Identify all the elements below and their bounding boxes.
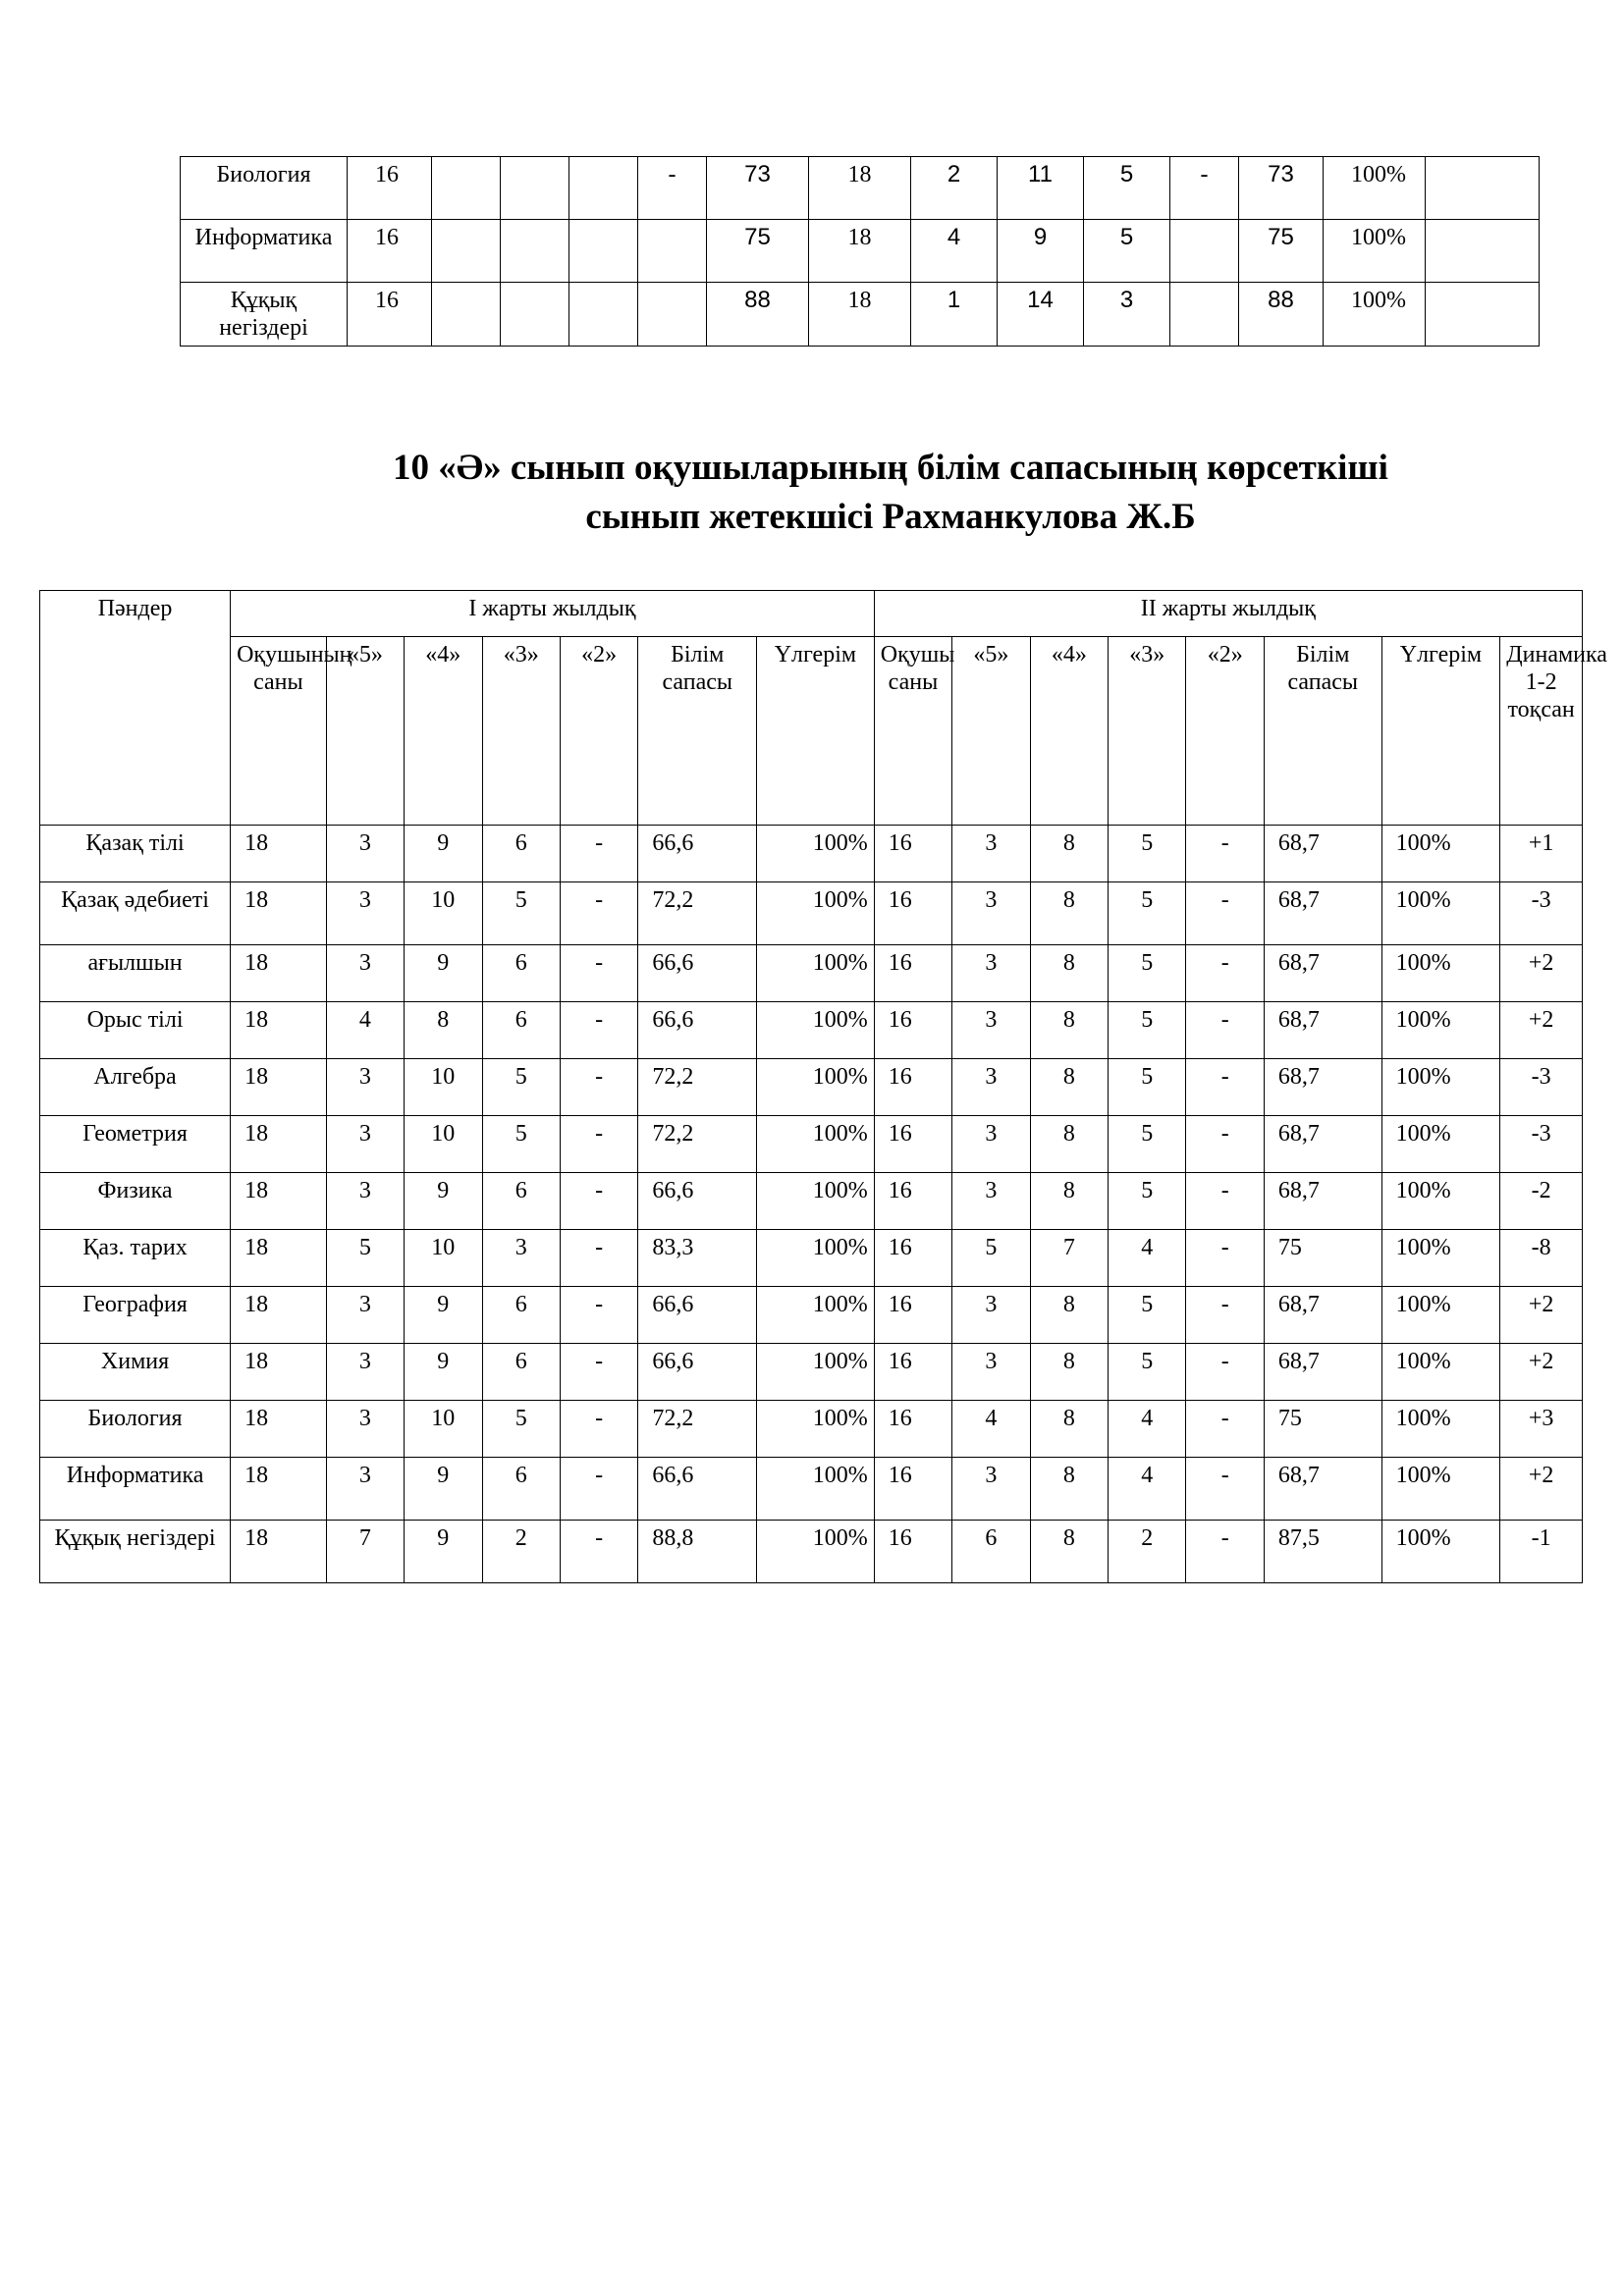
- top-count2-cell: 18: [809, 157, 911, 220]
- top-grade2-cell: [1170, 220, 1239, 283]
- report-title-line1: 10 «Ә» сынып оқушыларының білім сапасының көрсеткіші: [393, 448, 1388, 488]
- half1-value-cell: 66,6: [638, 1344, 757, 1401]
- half1-col-header: «5»: [326, 637, 404, 826]
- half2-value-cell: -: [1186, 882, 1264, 945]
- half2-value-cell: 5: [952, 1230, 1030, 1287]
- half1-value-cell: 66,6: [638, 826, 757, 882]
- subject-cell: Қаз. тарих: [40, 1230, 231, 1287]
- half1-value-cell: 100%: [757, 1116, 875, 1173]
- half2-value-cell: 16: [874, 1002, 951, 1059]
- half2-value-cell: 68,7: [1264, 1002, 1381, 1059]
- half2-value-cell: 8: [1030, 1116, 1108, 1173]
- half1-value-cell: 5: [326, 1230, 404, 1287]
- half1-value-cell: 10: [405, 1116, 482, 1173]
- half1-value-cell: 72,2: [638, 882, 757, 945]
- subject-row: [40, 1230, 1583, 1287]
- half2-value-cell: 8: [1030, 1401, 1108, 1458]
- top-table-row: [181, 157, 1540, 220]
- half2-value-cell: -: [1186, 1173, 1264, 1230]
- top-count-cell: 16: [348, 157, 432, 220]
- half1-value-cell: -: [560, 1458, 637, 1521]
- half2-value-cell: 8: [1030, 1344, 1108, 1401]
- half1-value-cell: 100%: [757, 1059, 875, 1116]
- half1-value-cell: 9: [405, 1458, 482, 1521]
- subject-cell: Информатика: [40, 1458, 231, 1521]
- half2-value-cell: 87,5: [1264, 1521, 1381, 1583]
- top-grade3-cell: 3: [1084, 283, 1170, 347]
- half1-value-cell: 5: [482, 1116, 560, 1173]
- half2-value-cell: 16: [874, 1521, 951, 1583]
- half2-value-cell: -: [1186, 1230, 1264, 1287]
- half1-value-cell: 100%: [757, 1458, 875, 1521]
- half1-value-cell: -: [560, 945, 637, 1002]
- top-quality2-cell: 75: [1239, 220, 1324, 283]
- subject-cell: Физика: [40, 1173, 231, 1230]
- half1-value-cell: 18: [231, 1458, 327, 1521]
- half1-value-cell: 100%: [757, 826, 875, 882]
- half2-value-cell: 5: [1109, 826, 1186, 882]
- top-grade2-cell: [1170, 283, 1239, 347]
- subject-cell: Қазақ тілі: [40, 826, 231, 882]
- top-subject-cell: Құқық негіздері: [181, 283, 348, 347]
- half1-value-cell: 100%: [757, 882, 875, 945]
- half1-value-cell: 6: [482, 1344, 560, 1401]
- half2-value-cell: 16: [874, 1287, 951, 1344]
- half2-value-cell: 4: [1109, 1230, 1186, 1287]
- top-dynamic-cell: [1426, 220, 1540, 283]
- half1-value-cell: 18: [231, 882, 327, 945]
- half1-value-cell: 72,2: [638, 1401, 757, 1458]
- half2-value-cell: -: [1186, 1458, 1264, 1521]
- top-progress-cell: 100%: [1324, 220, 1426, 283]
- half1-value-cell: 100%: [757, 1287, 875, 1344]
- half1-value-cell: -: [560, 1173, 637, 1230]
- half1-value-cell: 3: [326, 826, 404, 882]
- half2-col-header: «3»: [1109, 637, 1186, 826]
- half1-value-cell: -: [560, 1116, 637, 1173]
- half1-value-cell: 10: [405, 1401, 482, 1458]
- half1-value-cell: 3: [326, 1458, 404, 1521]
- top-progress-cell: 100%: [1324, 157, 1426, 220]
- half2-value-cell: 8: [1030, 945, 1108, 1002]
- half1-value-cell: 8: [405, 1002, 482, 1059]
- half1-value-cell: -: [560, 1230, 637, 1287]
- top-table-row: [181, 220, 1540, 283]
- top-grade2-cell: -: [1170, 157, 1239, 220]
- half1-value-cell: 6: [482, 826, 560, 882]
- top-quality2-cell: 88: [1239, 283, 1324, 347]
- half2-value-cell: -: [1186, 1521, 1264, 1583]
- half2-value-cell: -: [1186, 1287, 1264, 1344]
- subject-cell: Алгебра: [40, 1059, 231, 1116]
- half1-value-cell: 100%: [757, 1230, 875, 1287]
- subject-cell: Геометрия: [40, 1116, 231, 1173]
- half2-value-cell: 8: [1030, 882, 1108, 945]
- half2-value-cell: 100%: [1381, 1059, 1500, 1116]
- half2-value-cell: 68,7: [1264, 826, 1381, 882]
- top-empty-cell: [432, 157, 501, 220]
- half2-value-cell: 100%: [1381, 1002, 1500, 1059]
- top-empty-cell: [501, 283, 569, 347]
- half1-value-cell: 3: [326, 1116, 404, 1173]
- half1-value-cell: 3: [326, 945, 404, 1002]
- half1-value-cell: -: [560, 1344, 637, 1401]
- top-dash-cell: -: [638, 157, 707, 220]
- half1-value-cell: 66,6: [638, 1458, 757, 1521]
- dynamic-cell: +2: [1500, 1287, 1583, 1344]
- top-grade3-cell: 5: [1084, 220, 1170, 283]
- half1-col-header: Білім сапасы: [638, 637, 757, 826]
- half1-value-cell: 18: [231, 1521, 327, 1583]
- subject-row: [40, 1002, 1583, 1059]
- half1-col-header: Үлгерім: [757, 637, 875, 826]
- half1-value-cell: 6: [482, 1002, 560, 1059]
- half1-value-cell: 5: [482, 1059, 560, 1116]
- half2-value-cell: 5: [1109, 1344, 1186, 1401]
- half2-value-cell: -: [1186, 1059, 1264, 1116]
- half1-value-cell: 3: [326, 1173, 404, 1230]
- dynamic-cell: -2: [1500, 1173, 1583, 1230]
- half2-value-cell: 100%: [1381, 1521, 1500, 1583]
- half2-value-cell: 100%: [1381, 1230, 1500, 1287]
- subject-cell: Құқық негіздері: [40, 1521, 231, 1583]
- top-results-table: [180, 156, 1540, 347]
- half2-value-cell: 16: [874, 1230, 951, 1287]
- half2-value-cell: 100%: [1381, 1116, 1500, 1173]
- top-empty-cell: [569, 157, 638, 220]
- half2-value-cell: 2: [1109, 1521, 1186, 1583]
- top-grade4-cell: 14: [998, 283, 1084, 347]
- half2-value-cell: 5: [1109, 945, 1186, 1002]
- half2-value-cell: 100%: [1381, 1401, 1500, 1458]
- half1-value-cell: 66,6: [638, 945, 757, 1002]
- half2-value-cell: 3: [952, 1116, 1030, 1173]
- half1-value-cell: 72,2: [638, 1116, 757, 1173]
- half1-value-cell: 3: [326, 1401, 404, 1458]
- half2-value-cell: 8: [1030, 1521, 1108, 1583]
- subject-row: [40, 882, 1583, 945]
- half1-value-cell: -: [560, 1521, 637, 1583]
- top-grade4-cell: 9: [998, 220, 1084, 283]
- half2-value-cell: 16: [874, 882, 951, 945]
- subject-row: [40, 1059, 1583, 1116]
- subject-row: [40, 1458, 1583, 1521]
- half1-value-cell: 18: [231, 945, 327, 1002]
- half2-value-cell: 7: [1030, 1230, 1108, 1287]
- dynamic-cell: +2: [1500, 1002, 1583, 1059]
- half2-value-cell: 5: [1109, 1002, 1186, 1059]
- report-title: [0, 444, 1624, 542]
- half2-value-cell: 68,7: [1264, 945, 1381, 1002]
- subject-cell: Орыс тілі: [40, 1002, 231, 1059]
- dynamic-cell: -3: [1500, 1116, 1583, 1173]
- half1-value-cell: -: [560, 1401, 637, 1458]
- dynamic-cell: +2: [1500, 1344, 1583, 1401]
- half2-value-cell: 68,7: [1264, 882, 1381, 945]
- half2-value-cell: 100%: [1381, 1173, 1500, 1230]
- half1-value-cell: 3: [326, 882, 404, 945]
- top-subject-cell: Биология: [181, 157, 348, 220]
- half2-value-cell: 16: [874, 1173, 951, 1230]
- half2-value-cell: 68,7: [1264, 1173, 1381, 1230]
- top-table-row: [181, 283, 1540, 347]
- half2-value-cell: 8: [1030, 1287, 1108, 1344]
- half2-value-cell: 4: [952, 1401, 1030, 1458]
- half1-value-cell: 5: [482, 882, 560, 945]
- dynamic-cell: +3: [1500, 1401, 1583, 1458]
- half1-value-cell: 18: [231, 1287, 327, 1344]
- top-quality-cell: 88: [707, 283, 809, 347]
- top-grade5-cell: 2: [911, 157, 998, 220]
- half1-value-cell: 18: [231, 1344, 327, 1401]
- top-empty-cell: [569, 283, 638, 347]
- half2-value-cell: 3: [952, 1287, 1030, 1344]
- top-grade5-cell: 4: [911, 220, 998, 283]
- half1-value-cell: 3: [482, 1230, 560, 1287]
- half1-value-cell: 7: [326, 1521, 404, 1583]
- top-count-cell: 16: [348, 220, 432, 283]
- top-quality-cell: 75: [707, 220, 809, 283]
- report-title-line2: сынып жетекшісі Рахманкулова Ж.Б: [585, 497, 1196, 537]
- subject-row: [40, 1344, 1583, 1401]
- dynamic-cell: +1: [1500, 826, 1583, 882]
- half2-value-cell: 6: [952, 1521, 1030, 1583]
- half2-value-cell: 5: [1109, 1116, 1186, 1173]
- half1-value-cell: 4: [326, 1002, 404, 1059]
- half1-value-cell: 100%: [757, 1344, 875, 1401]
- top-dynamic-cell: [1426, 157, 1540, 220]
- subject-cell: География: [40, 1287, 231, 1344]
- half2-value-cell: 16: [874, 1458, 951, 1521]
- half1-col-header: «3»: [482, 637, 560, 826]
- subject-row: [40, 1287, 1583, 1344]
- half2-value-cell: 68,7: [1264, 1059, 1381, 1116]
- top-empty-cell: [569, 220, 638, 283]
- half1-value-cell: -: [560, 1002, 637, 1059]
- half1-value-cell: -: [560, 826, 637, 882]
- top-empty-cell: [501, 157, 569, 220]
- subject-cell: ағылшын: [40, 945, 231, 1002]
- half1-value-cell: 72,2: [638, 1059, 757, 1116]
- half1-value-cell: 9: [405, 1521, 482, 1583]
- half2-value-cell: 3: [952, 826, 1030, 882]
- half2-value-cell: 5: [1109, 1287, 1186, 1344]
- top-dash-cell: [638, 283, 707, 347]
- half2-value-cell: 16: [874, 1116, 951, 1173]
- top-empty-cell: [501, 220, 569, 283]
- half1-value-cell: 100%: [757, 1401, 875, 1458]
- dynamic-cell: -3: [1500, 1059, 1583, 1116]
- half1-value-cell: 18: [231, 1116, 327, 1173]
- half1-value-cell: -: [560, 1059, 637, 1116]
- half2-value-cell: 3: [952, 1173, 1030, 1230]
- half1-value-cell: 9: [405, 1287, 482, 1344]
- half1-value-cell: 6: [482, 1458, 560, 1521]
- half2-col-header: Динамика 1-2 тоқсан: [1500, 637, 1583, 826]
- half2-col-header: Оқушы саны: [874, 637, 951, 826]
- half2-value-cell: -: [1186, 1344, 1264, 1401]
- half1-value-cell: 10: [405, 1059, 482, 1116]
- subject-row: [40, 1521, 1583, 1583]
- half1-value-cell: 18: [231, 826, 327, 882]
- half2-value-cell: 8: [1030, 1059, 1108, 1116]
- half2-value-cell: 68,7: [1264, 1458, 1381, 1521]
- half1-value-cell: -: [560, 882, 637, 945]
- half2-col-header: Білім сапасы: [1264, 637, 1381, 826]
- half1-value-cell: 9: [405, 1173, 482, 1230]
- half1-col-header: «4»: [405, 637, 482, 826]
- half1-value-cell: 10: [405, 882, 482, 945]
- dynamic-cell: -8: [1500, 1230, 1583, 1287]
- half2-value-cell: 4: [1109, 1458, 1186, 1521]
- half1-value-cell: 9: [405, 826, 482, 882]
- half1-value-cell: 3: [326, 1059, 404, 1116]
- subject-cell: Қазақ әдебиеті: [40, 882, 231, 945]
- half2-value-cell: 100%: [1381, 1344, 1500, 1401]
- subject-row: [40, 1173, 1583, 1230]
- half1-value-cell: 6: [482, 1173, 560, 1230]
- top-dash-cell: [638, 220, 707, 283]
- half2-value-cell: -: [1186, 826, 1264, 882]
- top-count-cell: 16: [348, 283, 432, 347]
- subject-row: [40, 1116, 1583, 1173]
- subject-row: [40, 1401, 1583, 1458]
- half2-value-cell: 75: [1264, 1230, 1381, 1287]
- half2-value-cell: 5: [1109, 882, 1186, 945]
- half1-value-cell: 9: [405, 945, 482, 1002]
- half1-value-cell: 5: [482, 1401, 560, 1458]
- half1-value-cell: 6: [482, 1287, 560, 1344]
- subject-cell: Биология: [40, 1401, 231, 1458]
- half1-value-cell: 66,6: [638, 1002, 757, 1059]
- half2-value-cell: 100%: [1381, 826, 1500, 882]
- half2-value-cell: 100%: [1381, 945, 1500, 1002]
- half2-value-cell: 16: [874, 1059, 951, 1116]
- top-quality2-cell: 73: [1239, 157, 1324, 220]
- half2-value-cell: 3: [952, 1344, 1030, 1401]
- half2-col-header: Үлгерім: [1381, 637, 1500, 826]
- subject-cell: Химия: [40, 1344, 231, 1401]
- top-count2-cell: 18: [809, 220, 911, 283]
- half2-value-cell: 16: [874, 826, 951, 882]
- half2-value-cell: 16: [874, 945, 951, 1002]
- half1-value-cell: 100%: [757, 945, 875, 1002]
- half2-value-cell: -: [1186, 1116, 1264, 1173]
- half2-value-cell: 8: [1030, 1002, 1108, 1059]
- dynamic-cell: +2: [1500, 945, 1583, 1002]
- half2-value-cell: -: [1186, 1002, 1264, 1059]
- subject-row: [40, 826, 1583, 882]
- half1-value-cell: 18: [231, 1401, 327, 1458]
- top-progress-cell: 100%: [1324, 283, 1426, 347]
- half1-value-cell: 83,3: [638, 1230, 757, 1287]
- half2-value-cell: 16: [874, 1344, 951, 1401]
- half2-value-cell: 4: [1109, 1401, 1186, 1458]
- half1-value-cell: 10: [405, 1230, 482, 1287]
- half2-value-cell: 3: [952, 1059, 1030, 1116]
- half2-value-cell: 75: [1264, 1401, 1381, 1458]
- half2-value-cell: 100%: [1381, 882, 1500, 945]
- half2-value-cell: 68,7: [1264, 1287, 1381, 1344]
- half2-value-cell: 5: [1109, 1059, 1186, 1116]
- half1-value-cell: 9: [405, 1344, 482, 1401]
- subjects-header: Пәндер: [40, 591, 231, 826]
- top-grade3-cell: 5: [1084, 157, 1170, 220]
- half1-col-header: «2»: [560, 637, 637, 826]
- top-quality-cell: 73: [707, 157, 809, 220]
- dynamic-cell: -3: [1500, 882, 1583, 945]
- half2-value-cell: 3: [952, 1002, 1030, 1059]
- half2-value-cell: 68,7: [1264, 1344, 1381, 1401]
- half1-value-cell: 3: [326, 1287, 404, 1344]
- quality-table: [39, 590, 1607, 1583]
- half1-value-cell: 100%: [757, 1002, 875, 1059]
- half1-value-cell: 18: [231, 1059, 327, 1116]
- half1-value-cell: 18: [231, 1173, 327, 1230]
- half2-value-cell: 100%: [1381, 1458, 1500, 1521]
- dynamic-cell: +2: [1500, 1458, 1583, 1521]
- top-grade4-cell: 11: [998, 157, 1084, 220]
- half1-value-cell: 88,8: [638, 1521, 757, 1583]
- half1-header: I жарты жылдық: [231, 591, 875, 637]
- half2-value-cell: -: [1186, 1401, 1264, 1458]
- half1-value-cell: 100%: [757, 1173, 875, 1230]
- half2-value-cell: 3: [952, 945, 1030, 1002]
- top-empty-cell: [432, 283, 501, 347]
- half1-value-cell: 6: [482, 945, 560, 1002]
- half2-col-header: «5»: [952, 637, 1030, 826]
- dynamic-cell: -1: [1500, 1521, 1583, 1583]
- half2-value-cell: 100%: [1381, 1287, 1500, 1344]
- half1-value-cell: 66,6: [638, 1287, 757, 1344]
- top-dynamic-cell: [1426, 283, 1540, 347]
- subject-row: [40, 945, 1583, 1002]
- half1-value-cell: 18: [231, 1230, 327, 1287]
- top-subject-cell: Информатика: [181, 220, 348, 283]
- top-count2-cell: 18: [809, 283, 911, 347]
- half2-value-cell: 3: [952, 882, 1030, 945]
- half1-col-header: Оқушының саны: [231, 637, 327, 826]
- half2-col-header: «4»: [1030, 637, 1108, 826]
- half1-value-cell: 100%: [757, 1521, 875, 1583]
- half2-header: II жарты жылдық: [874, 591, 1582, 637]
- half1-value-cell: 3: [326, 1344, 404, 1401]
- half2-value-cell: 16: [874, 1401, 951, 1458]
- half1-value-cell: 66,6: [638, 1173, 757, 1230]
- top-grade5-cell: 1: [911, 283, 998, 347]
- half2-value-cell: 68,7: [1264, 1116, 1381, 1173]
- half2-value-cell: 5: [1109, 1173, 1186, 1230]
- half1-value-cell: 2: [482, 1521, 560, 1583]
- half1-value-cell: -: [560, 1287, 637, 1344]
- half1-value-cell: 18: [231, 1002, 327, 1059]
- half2-value-cell: -: [1186, 945, 1264, 1002]
- half2-col-header: «2»: [1186, 637, 1264, 826]
- top-empty-cell: [432, 220, 501, 283]
- half2-value-cell: 8: [1030, 1458, 1108, 1521]
- half2-value-cell: 3: [952, 1458, 1030, 1521]
- half2-value-cell: 8: [1030, 1173, 1108, 1230]
- half2-value-cell: 8: [1030, 826, 1108, 882]
